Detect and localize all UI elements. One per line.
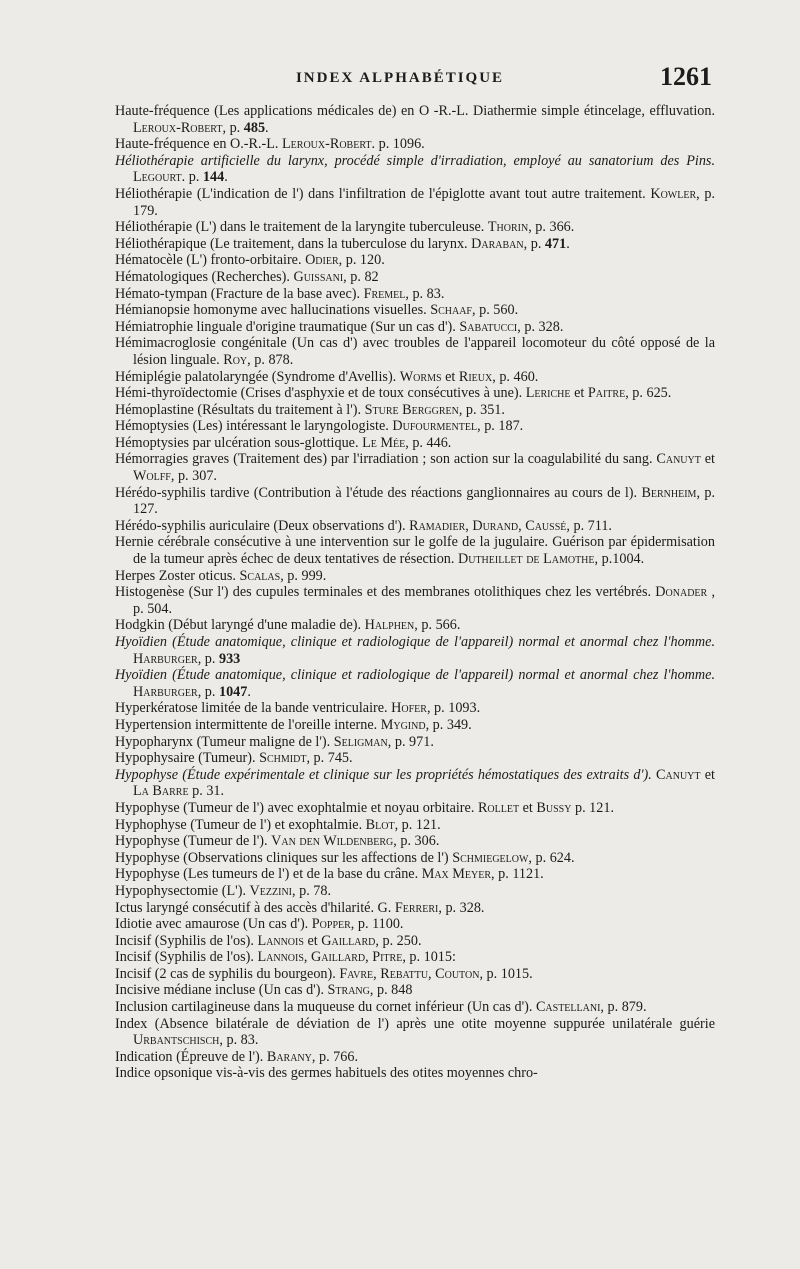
entry-author: Leroux-Robert	[133, 119, 223, 136]
entry-author: Leriche	[525, 385, 571, 402]
entry-text: et	[570, 385, 588, 402]
entry-author: Castellani	[535, 999, 601, 1016]
entry-author: Vezzini	[249, 882, 292, 899]
entry-text: , p.	[523, 235, 545, 252]
entry-author: Schaaf	[430, 302, 472, 319]
entry-text: Hérédo-syphilis tardive (Contribution à l'étude des réactions ganglionnaires au cours de l).	[115, 484, 642, 501]
entry-text: , p. 187.	[477, 418, 524, 435]
entry-author: Scalas	[239, 567, 281, 584]
entry-author: Sabatucci	[459, 318, 518, 335]
entry-text: Hypophysectomie (L').	[115, 882, 250, 899]
entry-text: , p. 127.	[133, 484, 715, 518]
index-entry	[115, 584, 715, 617]
entry-text: Hémoptysies (Les) intéressant le laryngologiste.	[115, 418, 393, 435]
entry-title-italic: Hypophyse (Étude expérimentale et clinique sur les propriétés hémostatiques des extraits d').	[115, 766, 652, 783]
entry-text: , p.	[222, 119, 244, 136]
entry-author: Harburger	[133, 650, 198, 667]
entry-text: p. 121.	[571, 799, 614, 816]
entry-text: Hypophyse (Tumeur de l') avec exophtalmie et noyau orbitaire.	[115, 799, 478, 816]
entry-text: Index (Absence bilatérale de déviation de l') après une otite moyenne suppurée unilatérale guérie	[115, 1015, 715, 1032]
entry-text: , p. 560.	[472, 302, 519, 319]
entry-text: Hémi-thyroïdectomie (Crises d'asphyxie et de toux consécutives à une).	[115, 385, 526, 402]
entry-text: et	[519, 799, 537, 816]
entry-text: .	[265, 119, 269, 136]
running-title: INDEX ALPHABÉTIQUE	[295, 70, 505, 86]
entry-text: .	[247, 683, 251, 700]
index-entry	[115, 335, 715, 368]
entry-author: Le Mée	[362, 434, 406, 451]
index-entry	[115, 418, 715, 435]
entry-text: Hypertension intermittente de l'oreille interne.	[115, 716, 381, 733]
entry-author: Kowler	[650, 185, 697, 202]
index-entry	[115, 236, 715, 253]
index-entry	[115, 319, 715, 336]
entry-text: , p. 349.	[425, 716, 472, 733]
entry-author: Rieux	[458, 368, 493, 385]
entry-author: Fremel	[363, 285, 406, 302]
entry-text: , p. 878.	[247, 351, 294, 368]
entry-text: , p. 83.	[405, 285, 445, 302]
entry-text: , p.	[197, 650, 219, 667]
entry-text: Héliothérapie (L'indication de l') dans l'infiltration de l'épiglotte avant tout autre traitement.	[115, 185, 651, 202]
page-number: 1261	[660, 62, 712, 91]
entry-author: Seligman	[333, 733, 388, 750]
index-entry	[115, 568, 715, 585]
index-entry	[115, 1065, 715, 1082]
entry-author: Roy	[223, 351, 248, 368]
index-entry	[115, 617, 715, 634]
entry-text: , p. 1121.	[491, 866, 544, 883]
index-entry	[115, 1016, 715, 1049]
entry-text: Inclusion cartilagineuse dans la muqueuse du cornet inférieur (Un cas d').	[115, 999, 536, 1016]
entry-text: , p.	[197, 683, 219, 700]
entry-text: Hémimacroglosie congénitale (Un cas d') avec troubles de l'appareil locomoteur du côté opposé de la lésion linguale.	[115, 335, 715, 368]
entry-author: Sture Berggren	[364, 401, 459, 418]
entry-text: et	[441, 368, 459, 385]
entry-text: , p. 366.	[528, 219, 575, 236]
entry-page-ref: 485	[243, 119, 266, 136]
entry-text: Hémoplastine (Résultats du traitement à l').	[115, 401, 365, 418]
entry-author: Strang	[327, 982, 370, 999]
entry-author: Urbantschisch	[133, 1032, 220, 1049]
entry-author: Ferreri	[394, 899, 439, 916]
entry-page-ref: 144	[202, 169, 225, 186]
page-header	[0, 62, 800, 102]
entry-text: , p. 745.	[306, 750, 353, 767]
index-entry	[115, 966, 715, 983]
index-entry	[115, 933, 715, 950]
entry-text: . p. 1096.	[371, 136, 425, 153]
entry-text: , p. 328.	[438, 899, 485, 916]
entry-text: Herpes Zoster oticus.	[115, 567, 240, 584]
entry-title-italic: Hyoïdien (Étude anatomique, clinique et radiologique de l'appareil) normal et anormal chez l'homme.	[115, 634, 715, 650]
entry-text: Hyperkératose limitée de la bande ventriculaire.	[115, 700, 392, 717]
entry-text: , p. 566.	[414, 617, 461, 634]
entry-text: Incisive médiane incluse (Un cas d').	[115, 982, 328, 999]
entry-text: Hernie cérébrale consécutive à une intervention sur le golfe de la jugulaire. Guérison par épidermisation de la tumeur après échec de deux tentatives de résection.	[115, 534, 715, 568]
index-entry	[115, 435, 715, 452]
entry-text: , p. 250.	[375, 932, 422, 949]
index-entry	[115, 999, 715, 1016]
entry-text: , p. 351.	[458, 401, 505, 418]
index-entry	[115, 866, 715, 883]
entry-text: .	[224, 169, 228, 186]
entry-text: Histogenèse (Sur l') des cupules terminales et des membranes otolithiques chez les vertébrés.	[115, 584, 656, 601]
index-entry	[115, 385, 715, 402]
entry-author: Odier	[305, 252, 339, 269]
index-entry	[115, 900, 715, 917]
entry-text: , p. 624.	[528, 849, 575, 866]
entry-author: Schmiegelow	[452, 849, 529, 866]
entry-text: Hypophyse (Les tumeurs de l') et de la base du crâne.	[115, 866, 422, 883]
entry-author: Donader	[655, 584, 708, 601]
entry-author: Gaillard	[321, 932, 376, 949]
entry-text: , p. 460.	[492, 368, 539, 385]
entry-text: Hémoptysies par ulcération sous-glottique.	[115, 434, 363, 451]
entry-text: , p. 848	[369, 982, 413, 999]
entry-author: Dutheillet de Lamothe	[457, 551, 595, 568]
index-entry	[115, 186, 715, 219]
entry-text: , p. 307.	[170, 468, 217, 485]
entry-text: , p. 766.	[311, 1048, 358, 1065]
entry-author: Thorin	[487, 219, 529, 236]
entry-text: , p. 999.	[280, 567, 327, 584]
entry-text: , p. 625.	[625, 385, 672, 402]
index-entry	[115, 833, 715, 850]
entry-author: Lannois	[257, 932, 304, 949]
entry-author: Canuyt	[656, 451, 701, 468]
entry-text: , p. 179.	[133, 185, 715, 219]
entry-author: Halphen	[364, 617, 415, 634]
index-entry	[115, 916, 715, 933]
index-entry	[115, 518, 715, 535]
entry-author: Schmidt	[259, 750, 307, 767]
entry-text: , p. 879.	[600, 999, 647, 1016]
entry-text: Hypophyse (Observations cliniques sur les affections de l')	[115, 849, 453, 866]
entry-text: , p. 1093.	[426, 700, 481, 717]
entry-text: Ictus laryngé consécutif à des accès d'hilarité. G.	[115, 899, 395, 916]
entry-author: Guissani	[293, 268, 344, 285]
entry-text: , p. 504.	[133, 584, 716, 617]
entry-text: Hématologiques (Recherches).	[115, 268, 294, 285]
entry-author: Harburger	[133, 683, 198, 700]
entry-text: , p. 121.	[394, 816, 441, 833]
entry-text: Hémato-tympan (Fracture de la base avec).	[115, 285, 364, 302]
index-entry	[115, 534, 715, 567]
entry-text: , p.1004.	[594, 551, 645, 568]
entry-text: , p. 711.	[566, 517, 612, 534]
entry-text: Hypophysaire (Tumeur).	[115, 750, 260, 767]
entry-author: Popper	[311, 916, 351, 933]
entry-text: Hémiplégie palatolaryngée (Syndrome d'Avellis).	[115, 368, 400, 385]
entry-text: Incisif (2 cas de syphilis du bourgeon).	[115, 965, 340, 982]
entry-author: Bussy	[536, 799, 572, 816]
entry-text: .	[566, 235, 570, 252]
entry-author: Ramadier, Durand, Caussé	[409, 517, 567, 534]
entry-page-ref: 471	[544, 235, 567, 252]
entry-text: . p.	[181, 169, 203, 186]
index-entry	[115, 269, 715, 286]
entry-text: , p. 306.	[393, 833, 440, 850]
index-entry	[115, 103, 715, 136]
entry-author: Van den Wildenberg	[271, 833, 394, 850]
index-entry	[115, 402, 715, 419]
index-entry	[115, 883, 715, 900]
entry-author: Barany	[266, 1048, 312, 1065]
entry-author: Mygind	[380, 716, 426, 733]
entry-text: Indice opsonique vis-à-vis des germes habituels des otites moyennes chro-	[115, 1065, 538, 1082]
index-entry	[115, 750, 715, 767]
entry-author: Hofer	[391, 700, 427, 717]
entry-text: et	[303, 932, 322, 949]
entry-text: Incisif (Syphilis de l'os).	[115, 932, 258, 949]
entry-text: p. 31.	[188, 783, 225, 800]
index-entry	[115, 219, 715, 236]
entry-page-ref: 1047	[218, 683, 248, 700]
index-entry	[115, 252, 715, 269]
entry-author: Blot	[365, 816, 395, 833]
index-entry	[115, 767, 715, 800]
index-entry	[115, 634, 715, 667]
entry-text: et	[700, 451, 715, 468]
index-entry	[115, 485, 715, 518]
index-entry	[115, 667, 715, 700]
index-entry	[115, 817, 715, 834]
index-entry	[115, 1049, 715, 1066]
entry-author: Legourt	[133, 169, 182, 186]
entry-author: Worms	[399, 368, 442, 385]
entry-text: , p. 1015:	[402, 949, 456, 966]
entry-text: Hémiatrophie linguale d'origine traumatique (Sur un cas d').	[115, 318, 460, 335]
index-entry	[115, 982, 715, 999]
entry-text: , p. 82	[343, 268, 379, 285]
entry-author: Lannois, Gaillard, Pitre	[257, 949, 403, 966]
index-entry	[115, 850, 715, 867]
entry-text: Héliothérapique (Le traitement, dans la tuberculose du larynx.	[115, 235, 472, 252]
entry-author: Wolff	[133, 468, 171, 485]
index-entry	[115, 800, 715, 817]
index-entry	[115, 734, 715, 751]
entry-text: , p. 1100.	[350, 916, 404, 933]
index-entry	[115, 717, 715, 734]
entry-author: Leroux-Robert	[282, 136, 372, 153]
entry-author: Canuyt	[656, 766, 701, 783]
entry-title-italic: Héliothérapie artificielle du larynx, procédé simple d'irradiation, employé au sanatorium des Pins.	[115, 152, 715, 169]
entry-text: , p. 78.	[292, 882, 332, 899]
index-entries	[115, 103, 715, 1082]
index-entry	[115, 451, 715, 484]
entry-text: Hypopharynx (Tumeur maligne de l').	[115, 733, 334, 750]
entry-text: Haute-fréquence (Les applications médicales de) en O -R.-L. Diathermie simple étincelage, effluvation.	[115, 103, 715, 119]
entry-text: Haute-fréquence en O.-R.-L.	[115, 136, 283, 153]
entry-text: Hypophyse (Tumeur de l').	[115, 833, 272, 850]
entry-author: Max Meyer	[421, 866, 492, 883]
entry-text: Hérédo-syphilis auriculaire (Deux observations d').	[115, 517, 410, 534]
entry-author: Rollet	[477, 799, 520, 816]
entry-author: Bernheim	[641, 484, 697, 501]
entry-author: Daraban	[471, 235, 524, 252]
entry-text: , p. 446.	[405, 434, 452, 451]
entry-text: Héliothérapie (L') dans le traitement de la laryngite tuberculeuse.	[115, 219, 488, 236]
entry-text: Idiotie avec amaurose (Un cas d').	[115, 916, 312, 933]
entry-text: Hyphophyse (Tumeur de l') et exophtalmie.	[115, 816, 366, 833]
entry-author: Favre, Rebattu, Couton	[339, 965, 480, 982]
entry-author: Paitre	[587, 385, 626, 402]
entry-text: , p. 83.	[219, 1032, 259, 1049]
entry-text: Indication (Épreuve de l').	[115, 1048, 267, 1065]
entry-author: Dufourmentel	[392, 418, 478, 435]
entry-text: Incisif (Syphilis de l'os).	[115, 949, 258, 966]
index-entry	[115, 949, 715, 966]
entry-text: Hématocèle (L') fronto-orbitaire.	[115, 252, 306, 269]
entry-text: , p. 1015.	[479, 965, 533, 982]
entry-text: et	[700, 766, 715, 783]
index-entry	[115, 153, 715, 186]
index-entry	[115, 136, 715, 153]
entry-text: , p. 120.	[338, 252, 385, 269]
index-entry	[115, 700, 715, 717]
index-entry	[115, 302, 715, 319]
entry-title-italic: Hyoïdien (Étude anatomique, clinique et radiologique de l'appareil) normal et anormal chez l'homme.	[115, 667, 715, 684]
index-entry	[115, 369, 715, 386]
entry-text: Hémianopsie homonyme avec hallucinations visuelles.	[115, 302, 431, 319]
entry-text: , p. 971.	[387, 733, 434, 750]
entry-text: Hémorragies graves (Traitement des) par l'irradiation ; son action sur la coagulabilité du sang.	[115, 451, 657, 468]
entry-author: La Barre	[133, 783, 189, 800]
index-entry	[115, 286, 715, 303]
entry-page-ref: 933	[218, 650, 241, 667]
entry-text: Hodgkin (Début laryngé d'une maladie de).	[115, 617, 365, 634]
entry-text: , p. 328.	[517, 318, 564, 335]
